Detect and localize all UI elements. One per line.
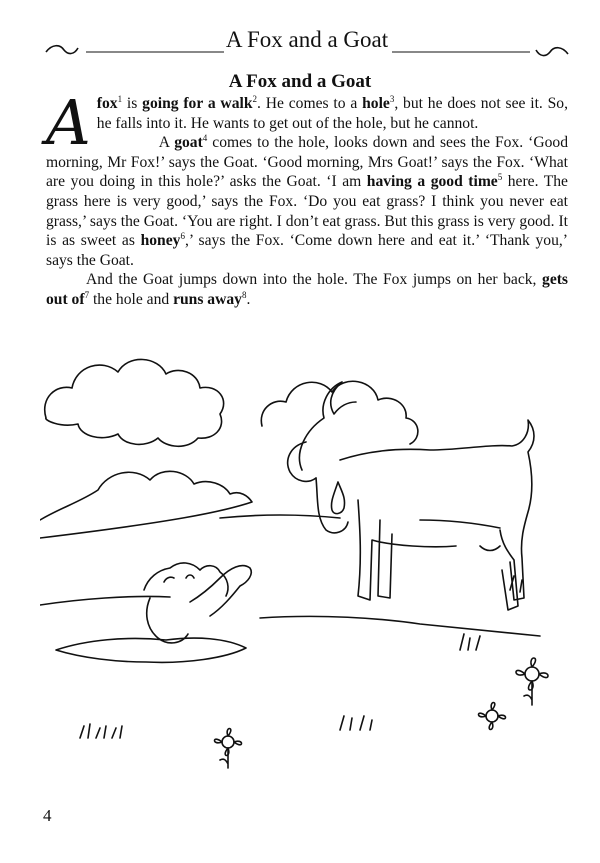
footnote-marker: 4 — [202, 133, 208, 143]
footnote-marker: 8 — [241, 289, 247, 300]
flower-bottom-right — [479, 703, 506, 730]
fox-drawing — [56, 563, 251, 662]
footnote-marker: 2 — [252, 93, 257, 104]
story-title: A Fox and a Goat — [228, 71, 372, 92]
vocab-word: runs away — [173, 290, 242, 308]
header-title: A Fox and a Goat — [225, 27, 389, 52]
page-number: 4 — [43, 806, 52, 825]
vocab-word: going for a walk — [142, 95, 253, 112]
drop-cap: A — [46, 86, 91, 159]
vocab-word: goat — [174, 134, 203, 152]
fox-goat-illustration — [40, 350, 560, 780]
goat-drawing — [288, 382, 534, 610]
footnote-marker: 5 — [497, 172, 503, 183]
hills — [40, 471, 252, 538]
footnote-marker: 7 — [84, 289, 90, 300]
paragraph-3: And the Goat jumps down into the hole. The Fox jumps on her back, gets out $of^7$ the hole and runs away$^8$. — [46, 271, 568, 308]
footnote-marker: 1 — [117, 93, 123, 104]
story-text — [46, 86, 568, 310]
cloud-left — [45, 359, 224, 446]
cloud-right — [261, 381, 418, 444]
running-header — [42, 26, 572, 60]
flower-right — [516, 658, 548, 705]
vocab-word: honey — [140, 232, 181, 250]
paragraph-1: Afox$^1$ is going for a walk$^2$. He comes to a hole$^3$, but he does not see it. So, he falls into it. He wants to get out of the hole, but he cannot. — [46, 86, 568, 159]
vocab-word: having a good time — [366, 173, 498, 191]
footnote-marker: 6 — [180, 230, 185, 241]
vocab-word: hole — [362, 95, 390, 112]
footnote-marker: 3 — [389, 93, 395, 104]
flower-bottom-left — [215, 729, 242, 769]
ground-line — [40, 596, 540, 636]
vocab-word: fox — [96, 95, 118, 112]
grass-tufts — [80, 576, 522, 738]
paragraph-2: A goat$^4$ comes to the hole, looks down and sees the Fox. ‘Good morning, Mr Fox!’ says the Goat. ‘Good morning, Mrs Goat!’ says the Fox. ‘What are you doing in this hole?’ asks the Goat. ‘I am having a good time$^5$ here. The grass here is very good,’ says the Fox. ‘Do you eat grass? I think you never eat grass,’ says the Goat. ‘You are right. I don’t eat grass. But this grass is very good. It is as sweet as honey$^6$,’ says the Fox. ‘Come down here and eat it.’ ‘Thank you,’ says the Goat. — [46, 133, 568, 269]
vocab-word: gets out of — [46, 271, 568, 308]
